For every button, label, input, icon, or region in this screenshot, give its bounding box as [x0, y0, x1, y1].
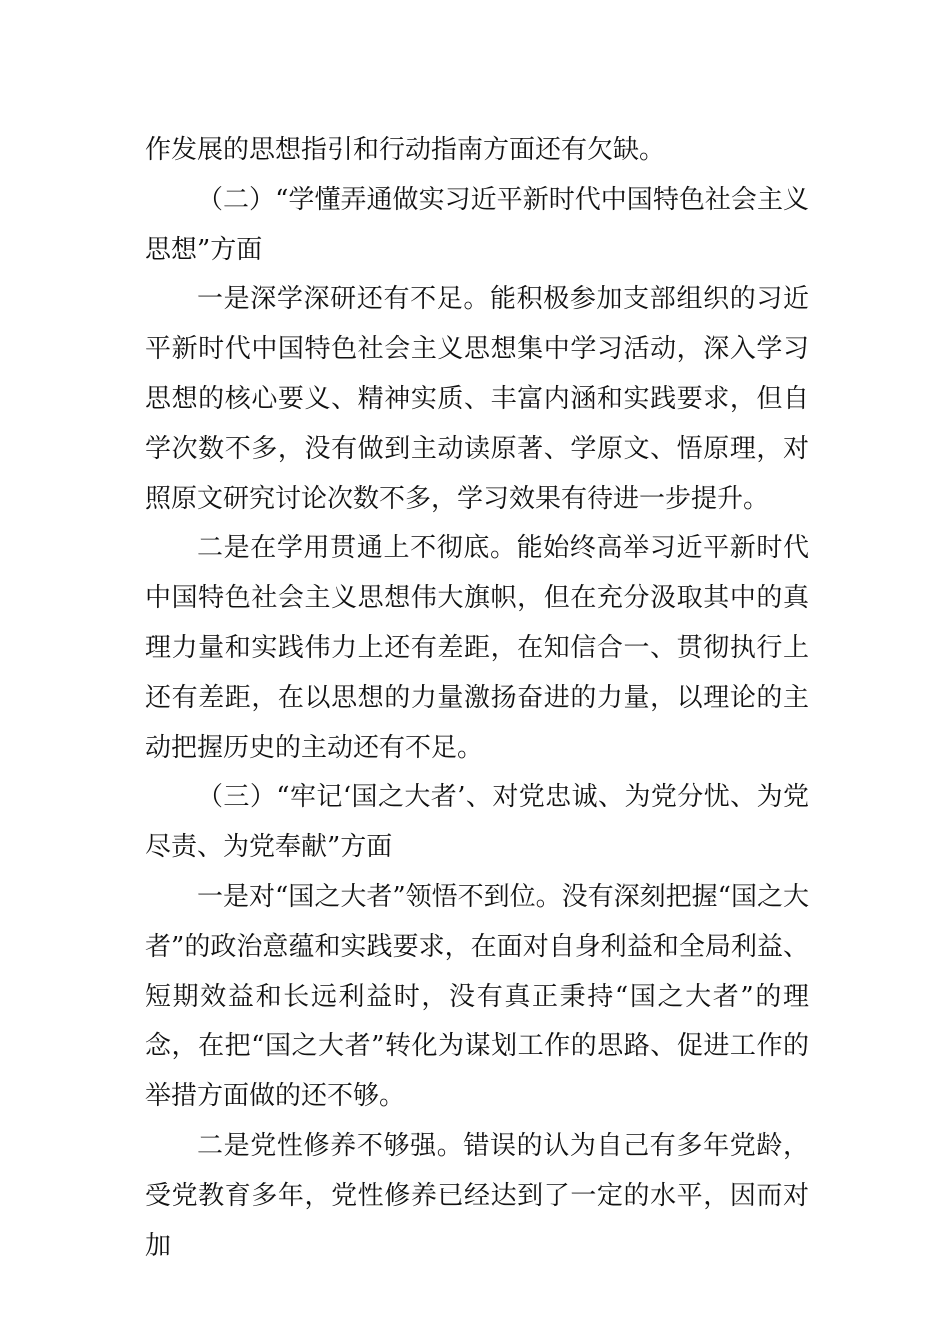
section-heading-2: （二）“学懂弄通做实习近平新时代中国特色社会主义思想”方面 [145, 184, 809, 265]
section-heading-3: （三）“牢记‘国之大者’、对党忠诚、为党分忧、为党尽责、为党奉献”方面 [145, 782, 809, 863]
paragraph-national-priorities: 一是对“国之大者”领悟不到位。没有深刻把握“国之大者”的政治意蕴和实践要求，在面对自身利益和全局利益、短期效益和长远利益时，没有真正秉持“国之大者”的理念，在把“国之大者”转化为谋划工作的思路、促进工作的举措方面做的还不够。 [145, 881, 809, 1112]
paragraph-continuation: 作发展的思想指引和行动指南方面还有欠缺。 [145, 135, 666, 165]
paragraph-party-spirit: 二是党性修养不够强。错误的认为自己有多年党龄，受党教育多年，党性修养已经达到了一定的水平，因而对加 [145, 1130, 809, 1261]
paragraph-study-depth: 一是深学深研还有不足。能积极参加支部组织的习近平新时代中国特色社会主义思想集中学习活动，深入学习思想的核心要义、精神实质、丰富内涵和实践要求，但自学次数不多，没有做到主动读原著、学原文、悟原理，对照原文研究讨论次数不多，学习效果有待进一步提升。 [145, 284, 809, 514]
paragraph-study-application: 二是在学用贯通上不彻底。能始终高举习近平新时代中国特色社会主义思想伟大旗帜，但在充分汲取其中的真理力量和实践伟力上还有差距，在知信合一、贯彻执行上还有差距，在以思想的力量激扬奋进的力量，以理论的主动把握历史的主动还有不足。 [145, 533, 809, 763]
document-body [145, 126, 809, 1271]
